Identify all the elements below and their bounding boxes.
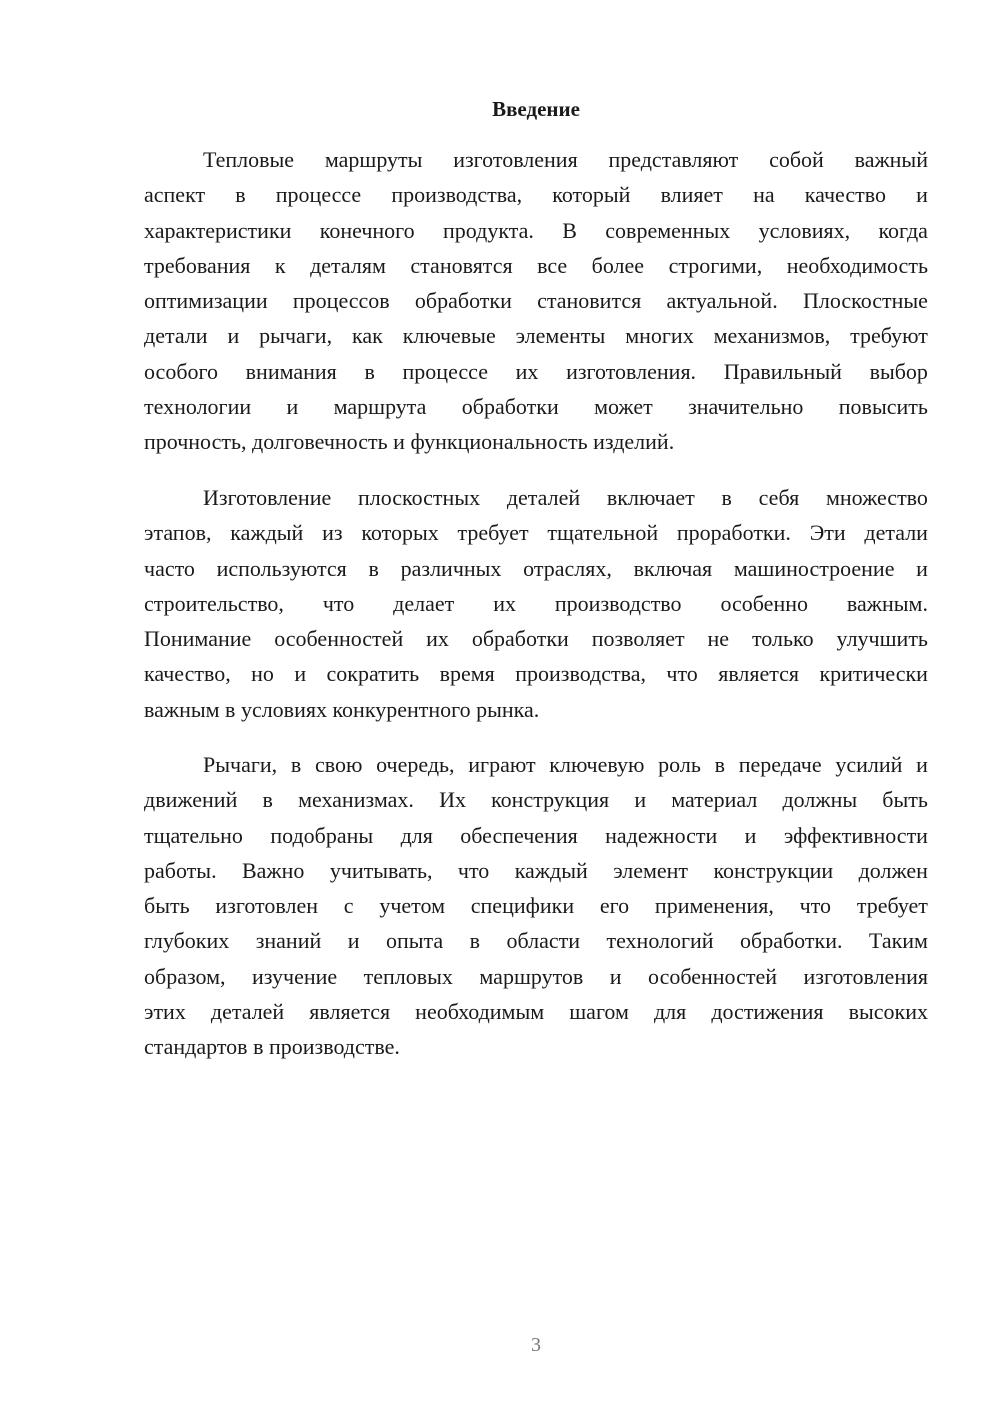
text-line: часто используются в различных отраслях, включая машиностроение и	[144, 555, 928, 581]
text-line: качество, но и сократить время производства, что является критически	[144, 661, 928, 687]
paragraph	[144, 142, 928, 460]
text-line: работы. Важно учитывать, что каждый элемент конструкции должен	[144, 857, 928, 883]
text-line: важным в условиях конкурентного рынка.	[144, 696, 540, 722]
text-line: быть изготовлен с учетом специфики его применения, что требует	[144, 893, 928, 919]
text-line: аспект в процессе производства, который влияет на качество и	[144, 182, 928, 208]
text-line: стандартов в производстве.	[144, 1034, 400, 1060]
section-title: Введение	[492, 97, 580, 121]
text-line: строительство, что делает их производство особенно важным.	[144, 590, 928, 616]
text-line: тщательно подобраны для обеспечения надежности и эффективности	[144, 822, 928, 848]
text-line: образом, изучение тепловых маршрутов и особенностей изготовления	[144, 963, 928, 989]
page-number: 3	[531, 1334, 541, 1356]
text-line: оптимизации процессов обработки становится актуальной. Плоскостные	[144, 288, 928, 314]
text-line: Тепловые маршруты изготовления представляют собой важный	[203, 147, 928, 172]
text-line: глубоких знаний и опыта в области технологий обработки. Таким	[144, 928, 928, 954]
text-line: прочность, долговечность и функциональность изделий.	[144, 429, 675, 455]
text-line: технологии и маршрута обработки может значительно повысить	[144, 394, 928, 420]
text-line: этапов, каждый из которых требует тщательной проработки. Эти детали	[144, 520, 928, 546]
text-line: Понимание особенностей их обработки позволяет не только улучшить	[144, 626, 928, 652]
text-line: характеристики конечного продукта. В современных условиях, когда	[144, 217, 928, 243]
text-line: требования к деталям становятся все более строгими, необходимость	[144, 252, 928, 278]
text-line: особого внимания в процессе их изготовления. Правильный выбор	[144, 358, 928, 384]
text-line: Изготовление плоскостных деталей включает в себя множество	[203, 485, 928, 510]
text-line: детали и рычаги, как ключевые элементы многих механизмов, требуют	[144, 323, 928, 349]
text-line: движений в механизмах. Их конструкция и материал должны быть	[144, 787, 928, 813]
text-line: Рычаги, в свою очередь, играют ключевую роль в передаче усилий и	[203, 752, 928, 777]
paragraph	[144, 747, 928, 1065]
text-line: этих деталей является необходимым шагом для достижения высоких	[144, 999, 928, 1025]
paragraph	[144, 480, 928, 727]
